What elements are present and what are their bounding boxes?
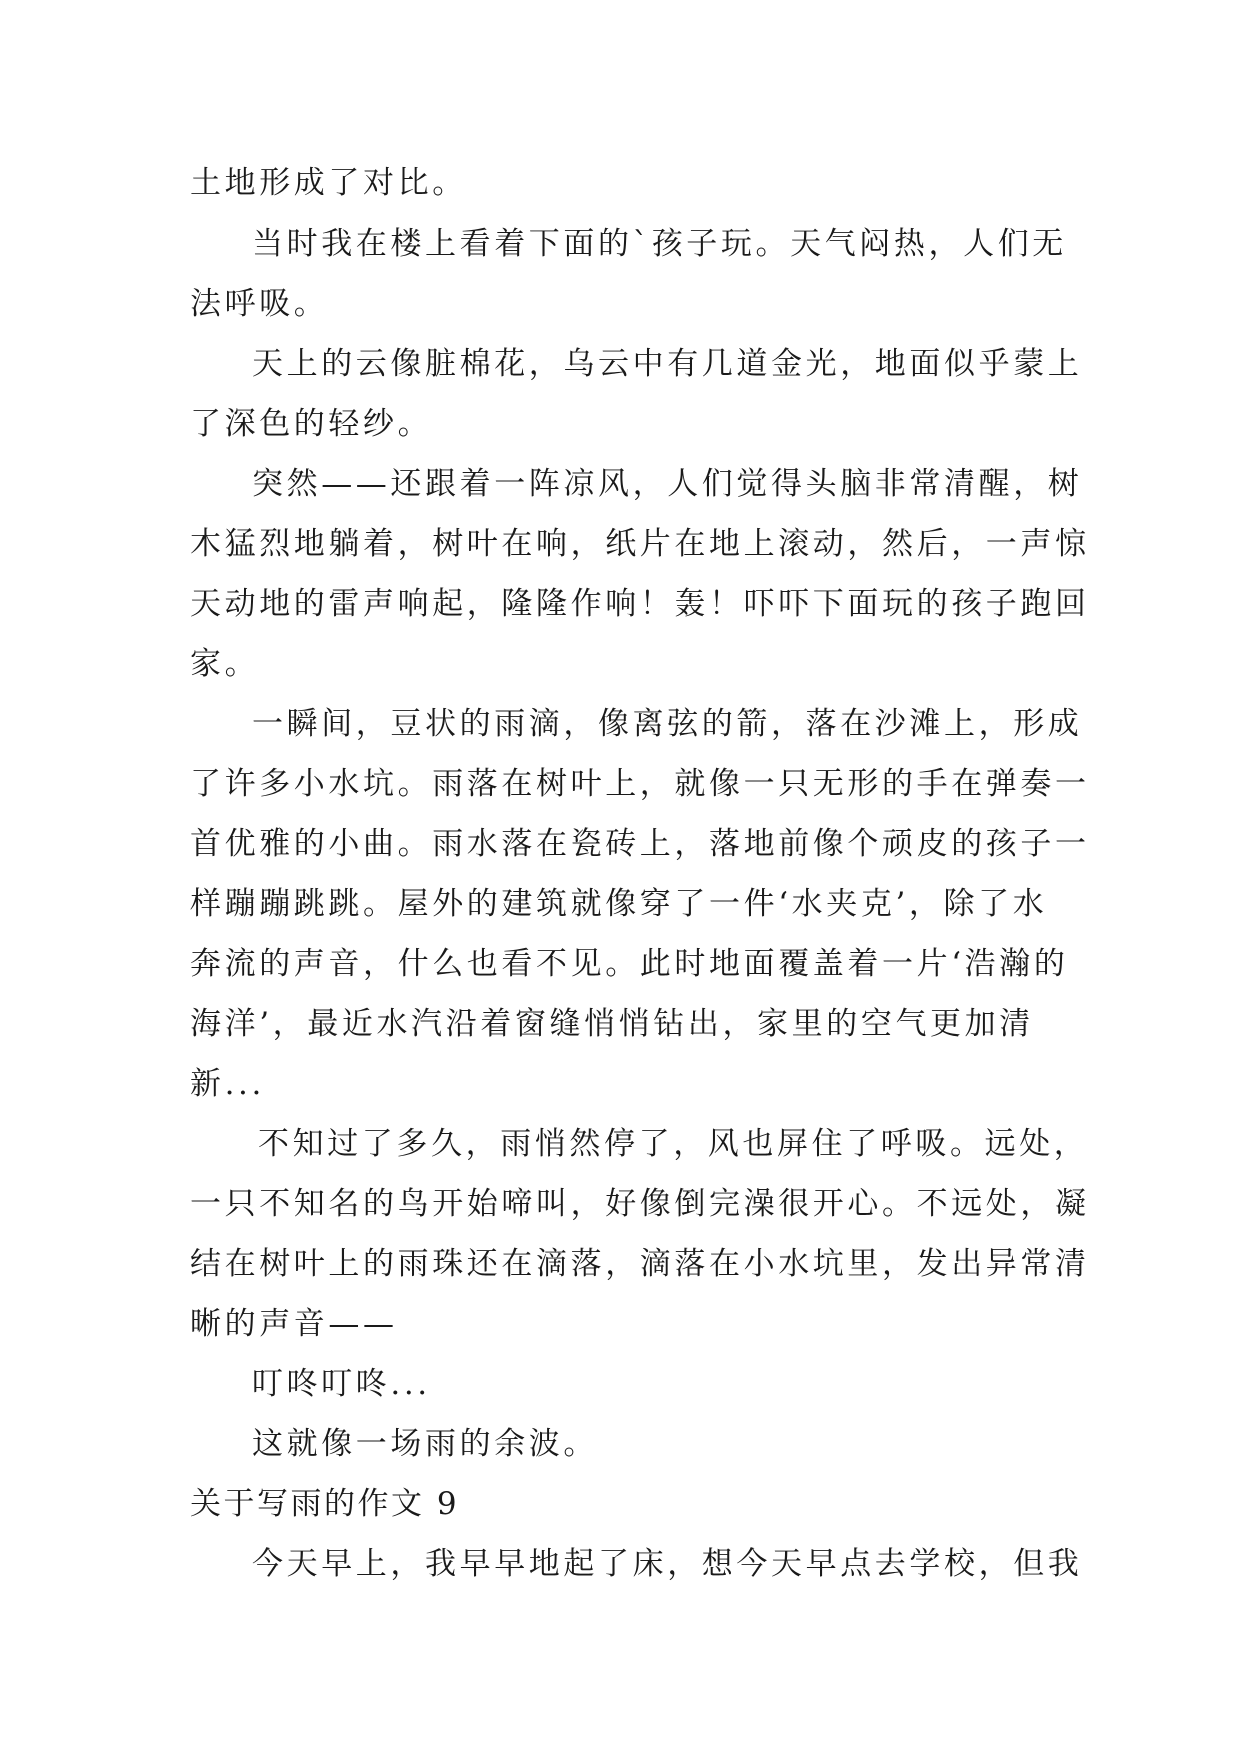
paragraph-start-line: 当时我在楼上看着下面的`孩子玩。天气闷热，人们无 [252,226,1067,262]
text-line: 新... [190,1066,265,1102]
text-line: 了许多小水坑。雨落在树叶上，就像一只无形的手在弹奏一 [190,766,1090,802]
text-line: 法呼吸。 [190,286,329,322]
paragraph-start-line: 这就像一场雨的余波。 [252,1426,598,1462]
text-line: 结在树叶上的雨珠还在滴落，滴落在小水坑里，发出异常清 [190,1246,1090,1282]
section-heading: 关于写雨的作文 9 [190,1486,460,1522]
text-line: 海洋’，最近水汽沿着窗缝悄悄钻出，家里的空气更加清 [190,1006,1034,1042]
paragraph-start-line: 今天早上，我早早地起了床，想今天早点去学校，但我 [252,1546,1083,1582]
text-line: 家。 [190,646,260,682]
text-line: 一只不知名的鸟开始啼叫，好像倒完澡很开心。不远处，凝 [190,1186,1090,1222]
text-line: 奔流的声音，什么也看不见。此时地面覆盖着一片‘浩瀚的 [190,946,1069,982]
paragraph-start-line: 突然——还跟着一阵凉风，人们觉得头脑非常清醒，树 [252,466,1083,502]
text-line: 首优雅的小曲。雨水落在瓷砖上，落地前像个顽皮的孩子一 [190,826,1090,862]
paragraph-start-line: 叮咚叮咚... [252,1366,431,1402]
paragraph-start-line: 不知过了多久，雨悄然停了，风也屏住了呼吸。远处， [258,1126,1089,1162]
text-line: 木猛烈地躺着，树叶在响，纸片在地上滚动，然后，一声惊 [190,526,1090,562]
paragraph-start-line: 一瞬间，豆状的雨滴，像离弦的箭，落在沙滩上，形成 [252,706,1083,742]
text-line: 土地形成了对比。 [190,165,467,201]
text-line: 样蹦蹦跳跳。屋外的建筑就像穿了一件‘水夹克’，除了水 [190,886,1048,922]
text-line: 晰的声音—— [190,1306,398,1342]
paragraph-start-line: 天上的云像脏棉花，乌云中有几道金光，地面似乎蒙上 [252,346,1083,382]
text-line: 天动地的雷声响起，隆隆作响！轰！吓吓下面玩的孩子跑回 [190,586,1090,622]
text-line: 了深色的轻纱。 [190,406,433,442]
